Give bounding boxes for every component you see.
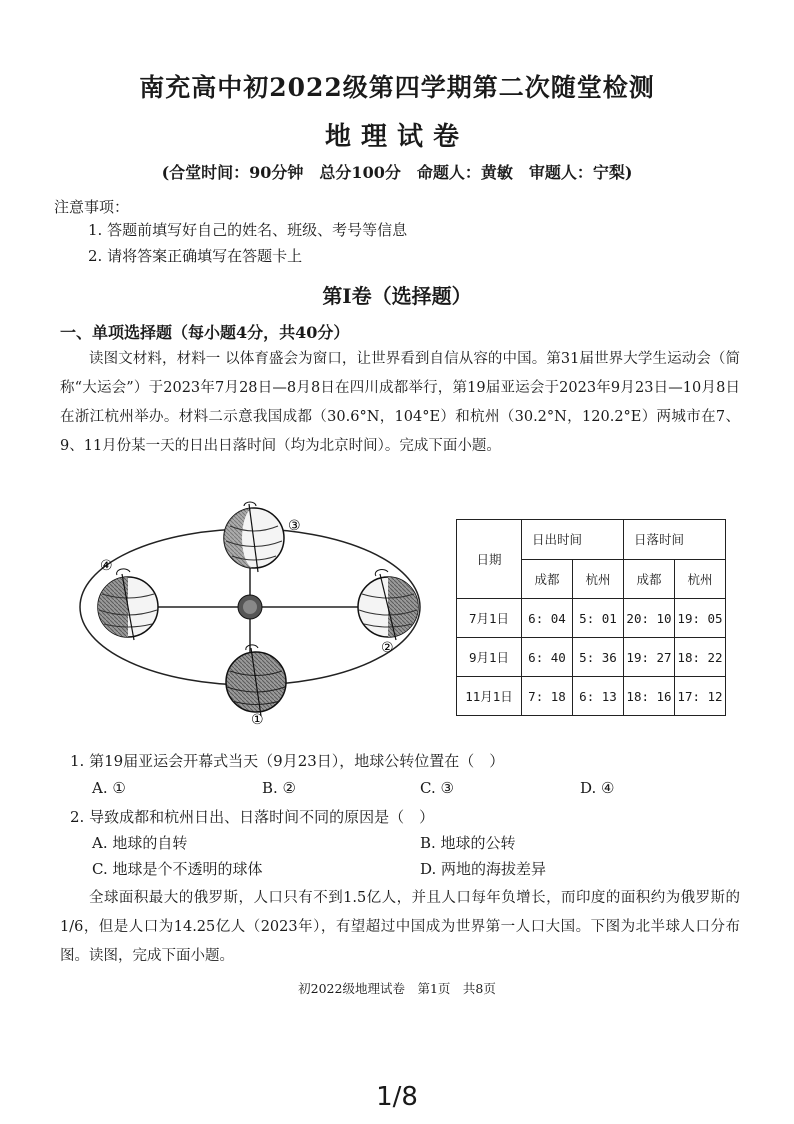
table-cell: 19: 05 <box>675 599 726 638</box>
question-1-stem: 1. 第19届亚运会开幕式当天（9月23日），地球公转位置在（ ） <box>70 752 505 770</box>
sunrise-sunset-table <box>456 519 726 716</box>
table-cell: 6: 13 <box>573 677 624 716</box>
passage-text: 全球面积最大的俄罗斯，人口只有不到1.5亿人，并且人口每年负增长，而印度的面积约为俄罗斯的1/6，但是人口为14.25亿人（2023年），有望超过中国成为世界第一人口大国。下图为北半球人口分布图。读图，完成下面小题。 <box>60 890 740 964</box>
table-cell: 19: 27 <box>624 638 675 677</box>
notice-heading: 注意事项： <box>54 198 130 216</box>
table-header-city: 杭州 <box>573 559 624 599</box>
table-cell: 18: 16 <box>624 677 675 716</box>
page-footer: 初2022级地理试卷 第1页 共8页 <box>298 981 496 996</box>
table-header-sunrise: 日出时间 <box>522 520 624 560</box>
passage-text: 读图文材料，材料一 以体育盛会为窗口，让世界看到自信从容的中国。第31届世界大学生运动会（简称“大运会”）于2023年7月28日—8月8日在四川成都举行，第19届亚运会于2023年9月23日—10月8日在浙江杭州举办。材料二示意我国成都（30.6°N，104°E）和杭州（30.2°N，120.2°E）两城市在7、9、11月份某一天的日出日落时间（均为北京时间）。完成下面小题。 <box>60 351 740 454</box>
orbit-label-2: ② <box>381 640 394 656</box>
table-cell: 17: 12 <box>675 677 726 716</box>
table-cell: 6: 04 <box>522 599 573 638</box>
exam-info: (合堂时间：90分钟 总分100分 命题人：黄敏 审题人：宁梨) <box>161 163 633 182</box>
notice-item: 1. 答题前填写好自己的姓名、班级、考号等信息 <box>88 221 408 239</box>
table-row <box>457 599 726 638</box>
question-2-stem: 2. 导致成都和杭州日出、日落时间不同的原因是（ ） <box>70 808 435 826</box>
table-row <box>457 638 726 677</box>
question-2-option-d[interactable]: D. 两地的海拔差异 <box>420 860 547 878</box>
table-header-city: 成都 <box>522 559 573 599</box>
table-cell: 7: 18 <box>522 677 573 716</box>
question-1-option-b[interactable]: B. ② <box>262 779 297 797</box>
table-cell: 5: 01 <box>573 599 624 638</box>
sun-icon <box>238 595 262 619</box>
table-cell-date: 11月1日 <box>457 677 522 716</box>
exam-subtitle: 地理试卷 <box>324 122 469 152</box>
orbit-label-3: ③ <box>288 518 301 534</box>
earth-orbit-diagram <box>70 496 430 728</box>
part-heading: 一、单项选择题（每小题4分，共40分） <box>60 323 350 342</box>
section-title: 第Ⅰ卷（选择题） <box>322 284 472 308</box>
table-cell: 18: 22 <box>675 638 726 677</box>
question-1-option-c[interactable]: C. ③ <box>420 779 454 797</box>
question-1-option-a[interactable]: A. ① <box>92 779 126 797</box>
question-1-option-d[interactable]: D. ④ <box>580 779 615 797</box>
table-row <box>457 677 726 716</box>
table-cell-date: 9月1日 <box>457 638 522 677</box>
question-2-option-c[interactable]: C. 地球是个不透明的球体 <box>92 860 263 878</box>
question-2-option-b[interactable]: B. 地球的公转 <box>420 834 516 852</box>
notice-item: 2. 请将答案正确填写在答题卡上 <box>88 247 303 265</box>
table-cell: 6: 40 <box>522 638 573 677</box>
question-2-option-a[interactable]: A. 地球的自转 <box>92 834 188 852</box>
table-header-date: 日期 <box>457 520 522 599</box>
earth-position-4 <box>98 569 158 640</box>
page-indicator: 1/8 <box>376 1082 418 1112</box>
table-cell-date: 7月1日 <box>457 599 522 638</box>
table-cell: 20: 10 <box>624 599 675 638</box>
exam-title: 南充高中初2022级第四学期第二次随堂检测 <box>139 73 655 102</box>
orbit-label-4: ④ <box>100 558 113 574</box>
orbit-label-1: ① <box>251 712 264 728</box>
table-header-city: 杭州 <box>675 559 726 599</box>
earth-position-1 <box>226 645 286 716</box>
table-header-sunset: 日落时间 <box>624 520 726 560</box>
earth-position-3 <box>224 502 284 572</box>
table-cell: 5: 36 <box>573 638 624 677</box>
table-header-city: 成都 <box>624 559 675 599</box>
